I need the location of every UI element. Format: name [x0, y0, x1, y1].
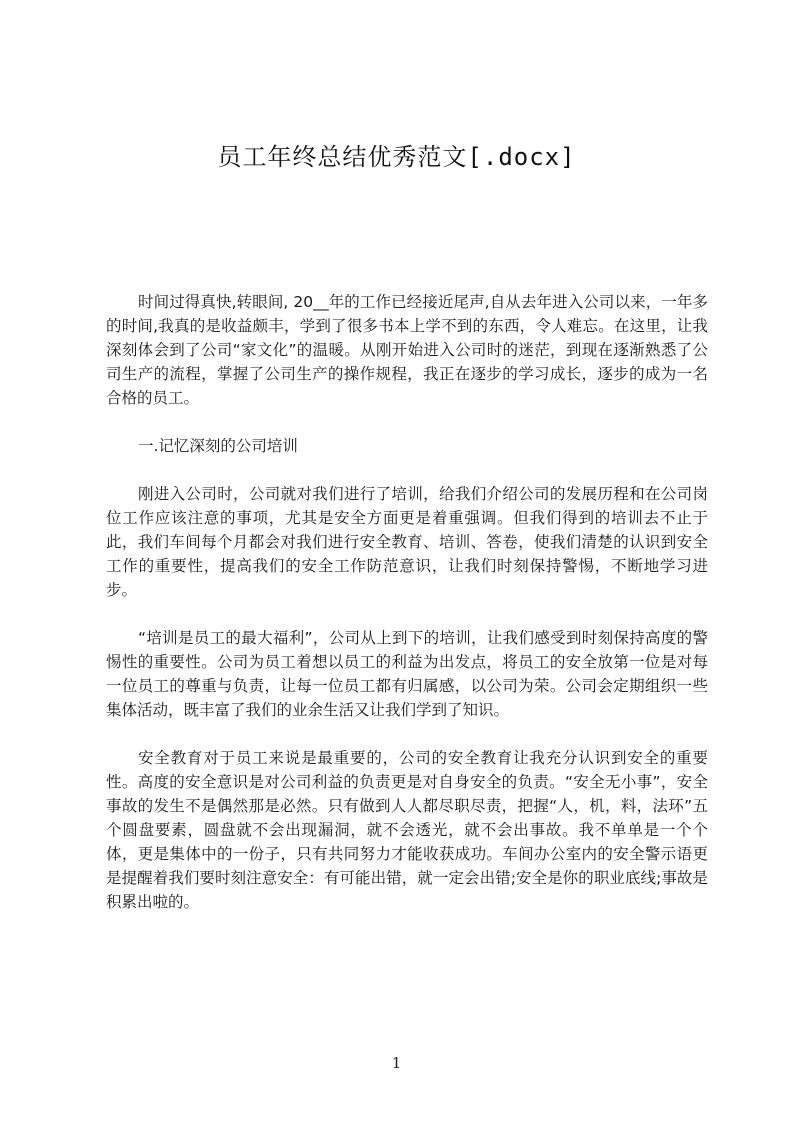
paragraph-intro: 时间过得真快,转眼间, 20__年的工作已经接近尾声,自从去年进入公司以来，一年多的时间,我真的是收益颇丰，学到了很多书本上学不到的东西，令人难忘。在这里，让我深刻体会到了公司“家文化”的温暖。从刚开始进入公司时的迷茫，到现在逐渐熟悉了公司生产的流程，掌握了公司生产的操作规程，我正在逐步的学习成长，逐步的成为一名合格的员工。 [106, 293, 708, 407]
document-body [106, 290, 708, 938]
paragraph-safety: 安全教育对于员工来说是最重要的，公司的安全教育让我充分认识到安全的重要性。高度的安全意识是对公司利益的负责更是对自身安全的负责。“安全无小事”，安全事故的发生不是偶然那是必然。只有做到人人都尽职尽责，把握“人，机，料，法环”五个圆盘要素，圆盘就不会出现漏洞，就不会透光，就不会出事故。我不单单是一个个体，更是集体中的一份子，只有共同努力才能收获成功。车间办公室内的安全警示语更是提醒着我们要时刻注意安全：有可能出错，就一定会出错;安全是你的职业底线;事故是积累出啦的。 [106, 749, 708, 911]
paragraph-welfare: “培训是员工的最大福利”，公司从上到下的培训，让我们感受到时刻保持高度的警惕性的重要性。公司为员工着想以员工的利益为出发点，将员工的安全放第一位是对每一位员工的尊重与负责，让每一位员工都有归属感，以公司为荣。公司会定期组织一些集体活动，既丰富了我们的业余生活又让我们学到了知识。 [106, 629, 708, 719]
paragraph-training: 刚进入公司时，公司就对我们进行了培训，给我们介绍公司的发展历程和在公司岗位工作应该注意的事项，尤其是安全方面更是着重强调。但我们得到的培训去不止于此，我们车间每个月都会对我们进行安全教育、培训、答卷，使我们清楚的认识到安全工作的重要性，提高我们的安全工作防范意识，让我们时刻保持警惕，不断地学习进步。 [106, 485, 708, 599]
page-number: 1 [391, 1054, 402, 1072]
section-heading: 一.记忆深刻的公司培训 [138, 437, 298, 455]
document-title: 员工年终总结优秀范文[.docx] [217, 143, 576, 171]
